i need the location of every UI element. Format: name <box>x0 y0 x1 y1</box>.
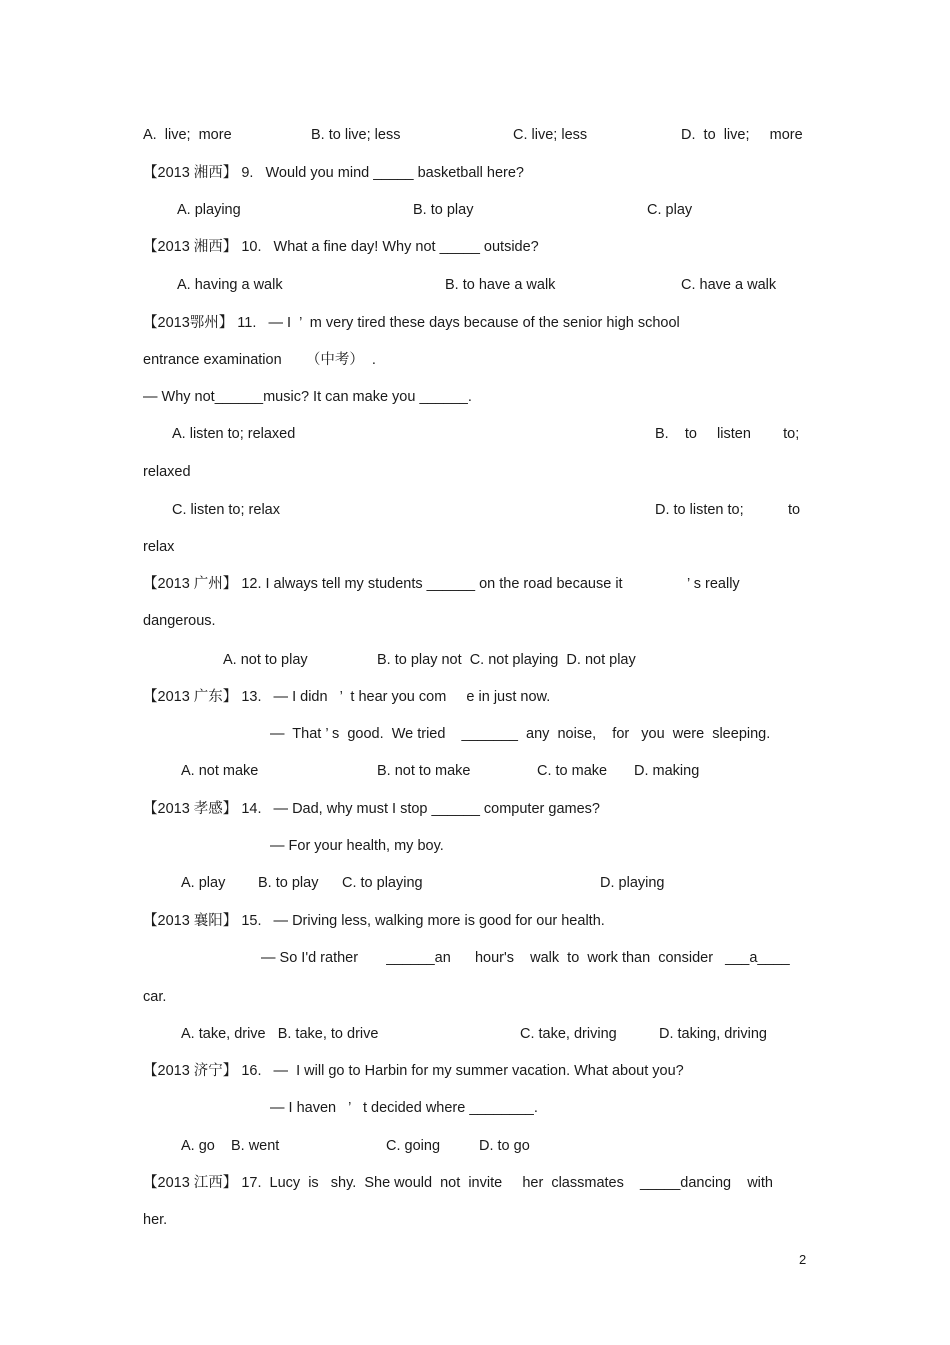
text-line-18-seg-2: B. not to make <box>377 763 471 779</box>
text-line-14: dangerous. <box>143 613 216 629</box>
text-line-21-seg-1: A. play <box>181 875 226 891</box>
text-line-25-seg-2: C. take, driving <box>520 1026 617 1042</box>
text-line-17: — That ’ s good. We tried _______ any noise, for you were sleeping. <box>270 726 771 742</box>
text-line-27: — I haven ’ t decided where ________. <box>270 1100 538 1116</box>
text-line-28-seg-3: D. to go <box>479 1138 530 1154</box>
text-line-21-seg-3: C. to playing <box>342 875 423 891</box>
text-line-18-seg-4: D. making <box>634 763 700 779</box>
page-number: 2 <box>799 1252 807 1267</box>
text-line-26: 【2013 济宁】 16. — I will go to Harbin for my summer vacation. What about you? <box>143 1063 684 1079</box>
text-line-25-seg-3: D. taking, driving <box>659 1026 767 1042</box>
text-line-15-seg-1: A. not to play <box>223 652 308 668</box>
text-line-11-seg-1: C. listen to; relax <box>172 502 280 518</box>
text-line-12: relax <box>143 539 175 555</box>
text-line-5-seg-1: A. having a walk <box>177 277 283 293</box>
text-line-5-seg-2: B. to have a walk <box>445 277 556 293</box>
text-line-28-seg-2: C. going <box>386 1138 441 1154</box>
text-line-22: 【2013 襄阳】 15. — Driving less, walking more is good for our health. <box>143 913 605 929</box>
text-line-3-seg-3: C. play <box>647 202 693 218</box>
text-line-8: — Why not______music? It can make you ______. <box>143 389 472 405</box>
text-line-29: 【2013 江西】 17. Lucy is shy. She would not invite her classmates _____dancing with <box>143 1175 773 1191</box>
text-line-23: — So I'd rather ______an hour's walk to work than consider ___a____ <box>261 950 790 966</box>
text-line-6: 【2013鄂州】 11. — I ’ m very tired these days because of the senior high school <box>143 315 680 331</box>
text-line-15-seg-2: B. to play not C. not playing D. not play <box>377 652 636 668</box>
text-line-9-seg-2: B. to listen to; <box>655 426 800 442</box>
text-line-1-seg-4: D. to live; more <box>681 127 803 143</box>
text-line-10: relaxed <box>143 464 191 480</box>
text-line-11-seg-2: D. to listen to; to <box>655 502 801 518</box>
text-line-5-seg-3: C. have a walk <box>681 277 777 293</box>
text-line-28-seg-1: A. go B. went <box>181 1138 280 1154</box>
text-line-19: 【2013 孝感】 14. — Dad, why must I stop ______ computer games? <box>143 801 600 817</box>
text-line-16: 【2013 广东】 13. — I didn ’ t hear you com e in just now. <box>143 689 551 705</box>
text-line-13: 【2013 广州】 12. I always tell my students ______ on the road because it ’ s really <box>143 576 740 592</box>
text-line-24: car. <box>143 989 167 1005</box>
text-line-1-seg-2: B. to live; less <box>311 127 401 143</box>
text-line-1-seg-1: A. live; more <box>143 127 232 143</box>
text-line-3-seg-1: A. playing <box>177 202 241 218</box>
text-line-25-seg-1: A. take, drive B. take, to drive <box>181 1026 379 1042</box>
text-line-18-seg-1: A. not make <box>181 763 259 779</box>
text-line-9-seg-1: A. listen to; relaxed <box>172 426 296 442</box>
text-line-30: her. <box>143 1212 168 1228</box>
text-line-2: 【2013 湘西】 9. Would you mind _____ basketball here? <box>143 165 524 181</box>
text-line-3-seg-2: B. to play <box>413 202 474 218</box>
text-line-20: — For your health, my boy. <box>270 838 444 854</box>
text-line-7: entrance examination （中考） . <box>143 352 376 368</box>
text-line-21-seg-2: B. to play <box>258 875 319 891</box>
text-line-18-seg-3: C. to make <box>537 763 608 779</box>
text-line-1-seg-3: C. live; less <box>513 127 588 143</box>
text-line-4: 【2013 湘西】 10. What a fine day! Why not _____ outside? <box>143 239 539 255</box>
text-line-21-seg-4: D. playing <box>600 875 665 891</box>
